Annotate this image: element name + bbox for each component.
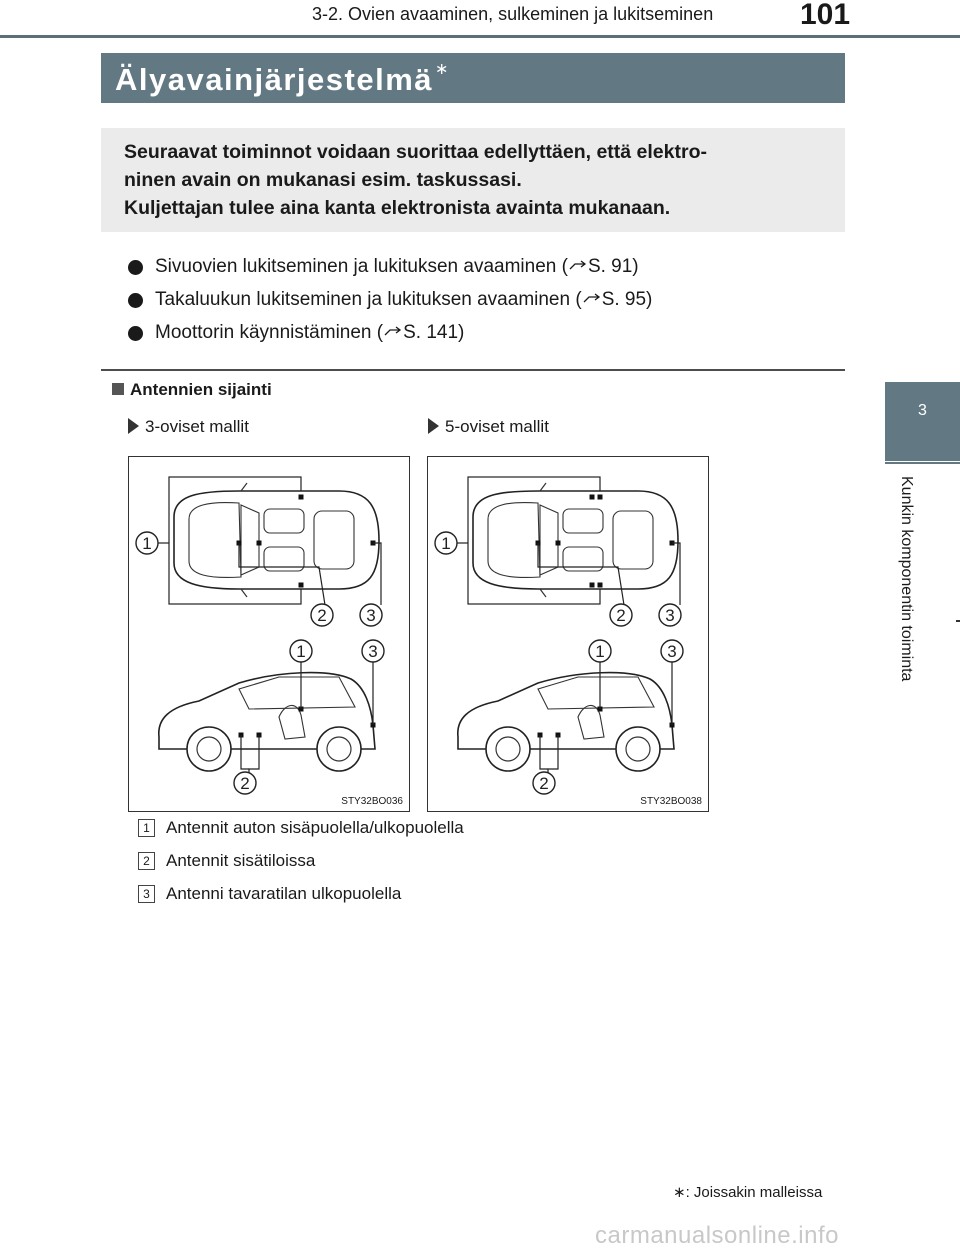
section-title-text: Älyavainjärjestelmä: [115, 62, 434, 97]
list-item: [128, 256, 828, 289]
intro-text: [124, 138, 824, 222]
chapter-tab: [885, 382, 960, 461]
subsection-heading: [112, 380, 272, 400]
page-reference-link[interactable]: S. 91): [587, 256, 639, 277]
bullet-dot-icon: [128, 326, 143, 341]
running-header-title: 3-2. Ovien avaaminen, sulkeminen ja lukitseminen: [312, 4, 714, 24]
intro-line-3: Kuljettajan tulee aina kanta elektronista avainta mukanaan.: [124, 197, 671, 219]
chapter-label: Kunkin komponentin toiminta: [898, 476, 915, 682]
variant-label-3-door: [128, 417, 249, 437]
antenna-marker: [598, 495, 603, 500]
legend-number: 3: [138, 885, 155, 903]
antenna-marker: [590, 495, 595, 500]
page-reference-link[interactable]: S. 95): [601, 289, 653, 310]
car-antenna-illustration: [428, 457, 708, 811]
callout-number: 2: [616, 606, 626, 625]
page-number: 101: [800, 0, 851, 31]
legend-item: [138, 818, 738, 851]
availability-marker: ∗: [435, 61, 450, 78]
car-side-front-wheel: [187, 727, 231, 771]
callout-number: 1: [595, 642, 605, 661]
watermark: carmanualsonline.info: [595, 1222, 839, 1249]
antenna-marker: [590, 583, 595, 588]
car-top-body: [174, 491, 379, 589]
legend-text: Antenni tavaratilan ulkopuolella: [166, 884, 402, 903]
antenna-marker: [257, 541, 262, 546]
page-reference-arrow-icon: [569, 260, 587, 272]
page-reference-arrow-icon: [384, 326, 402, 338]
list-item-text: Sivuovien lukitseminen ja lukituksen avaaminen (: [155, 256, 568, 277]
antenna-diagram-5-door: [427, 456, 709, 812]
antenna-marker: [598, 583, 603, 588]
list-item-text: Moottorin käynnistäminen (: [155, 322, 384, 343]
variant-label-text: 3-oviset mallit: [145, 417, 249, 436]
callout-number: 3: [665, 606, 675, 625]
chapter-number: 3: [918, 402, 927, 419]
car-side-rear-wheel: [616, 727, 660, 771]
side-tick: [956, 620, 960, 622]
callout-number: 1: [142, 534, 152, 553]
callout-number: 1: [296, 642, 306, 661]
subsection-heading-text: Antennien sijainti: [130, 380, 272, 399]
callout-number: 1: [441, 534, 451, 553]
legend-number: 2: [138, 852, 155, 870]
car-side-rear-wheel: [317, 727, 361, 771]
section-title-bar: [101, 53, 845, 103]
chapter-tab-line: [885, 462, 960, 464]
list-item-text: Takaluukun lukitseminen ja lukituksen avaaminen (: [155, 289, 582, 310]
header-rule: [0, 35, 960, 38]
callout-number: 3: [667, 642, 677, 661]
callout-number: 2: [317, 606, 327, 625]
intro-box: [101, 128, 845, 232]
car-top-body: [473, 491, 678, 589]
section-title: [115, 59, 450, 98]
legend-text: Antennit sisätiloissa: [166, 851, 316, 870]
car-side-front-wheel: [486, 727, 530, 771]
callout-number: 2: [240, 774, 250, 793]
callout-number: 3: [366, 606, 376, 625]
bullet-dot-icon: [128, 260, 143, 275]
car-antenna-illustration: [129, 457, 409, 811]
callout-number: 2: [539, 774, 549, 793]
page-reference-link[interactable]: S. 141): [403, 322, 465, 343]
triangle-bullet-icon: [428, 418, 439, 434]
footnote: ∗: Joissakin malleissa: [673, 1184, 823, 1201]
page-reference-arrow-icon: [583, 293, 601, 305]
variant-label-5-door: [428, 417, 549, 437]
figure-code: STY32BO038: [640, 796, 702, 807]
list-item: [128, 322, 828, 355]
antenna-marker: [299, 583, 304, 588]
legend-text: Antennit auton sisäpuolella/ulkopuolella: [166, 818, 464, 837]
square-bullet-icon: [112, 383, 124, 395]
list-item: [128, 289, 828, 322]
variant-label-text: 5-oviset mallit: [445, 417, 549, 436]
antenna-marker: [556, 541, 561, 546]
intro-line-1: Seuraavat toiminnot voidaan suorittaa edellyttäen, että elektro-: [124, 141, 707, 163]
chapter-label-container: [887, 476, 927, 736]
legend-item: [138, 851, 738, 884]
figure-code: STY32BO036: [341, 796, 403, 807]
legend-number: 1: [138, 819, 155, 837]
antenna-legend: [138, 818, 738, 917]
legend-item: [138, 884, 738, 917]
section-divider: [101, 369, 845, 371]
intro-line-2: ninen avain on mukanasi esim. taskussasi.: [124, 169, 522, 191]
bullet-dot-icon: [128, 293, 143, 308]
triangle-bullet-icon: [128, 418, 139, 434]
antenna-diagram-3-door: [128, 456, 410, 812]
callout-number: 3: [368, 642, 378, 661]
antenna-marker: [299, 495, 304, 500]
feature-list: [128, 256, 828, 355]
